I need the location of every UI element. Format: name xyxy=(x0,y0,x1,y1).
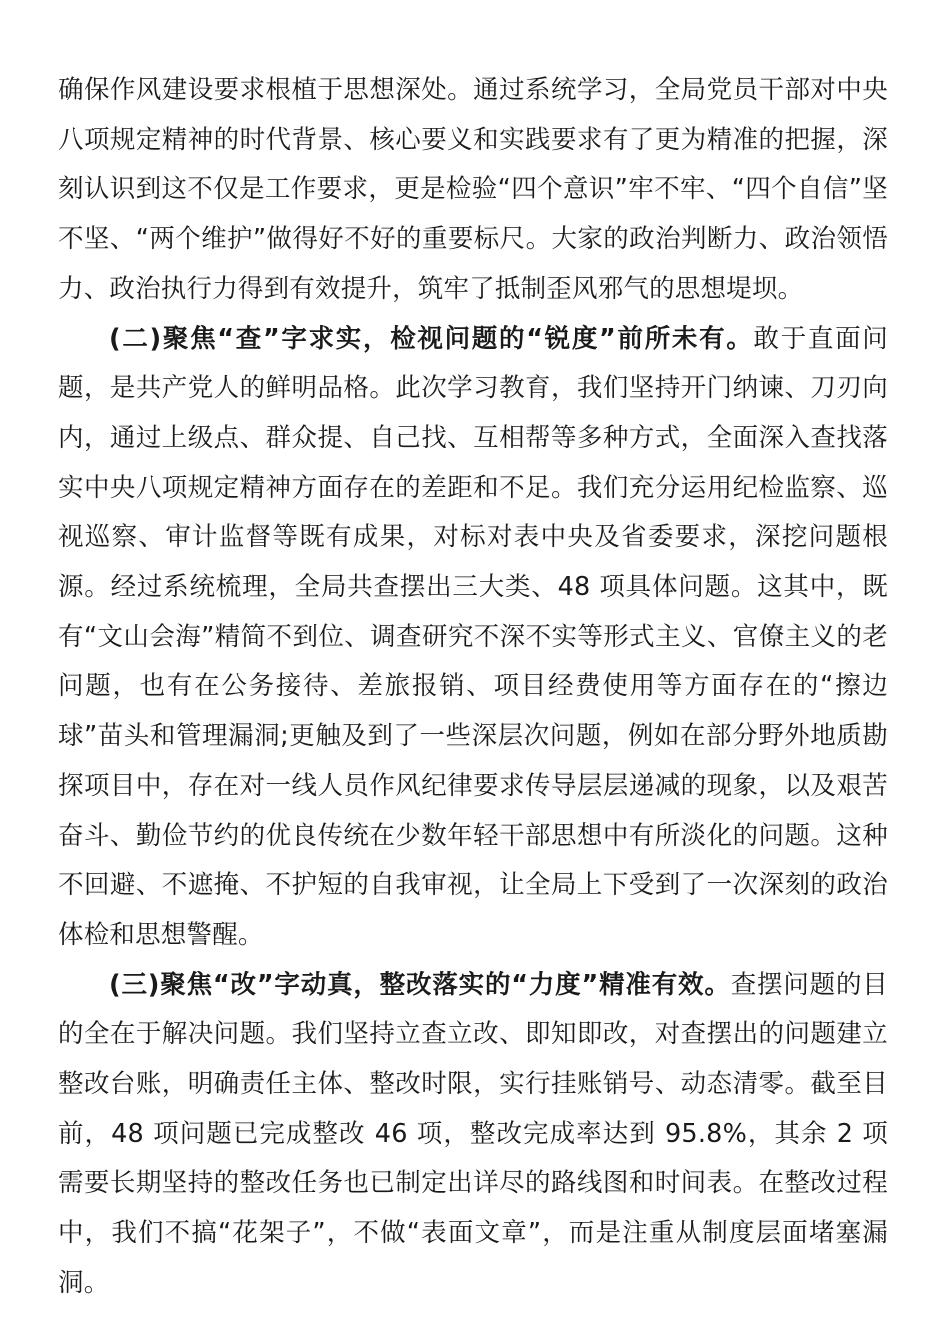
section-heading-2: (二)聚焦“查”字求实，检视问题的“锐度”前所未有。 xyxy=(109,323,754,354)
paragraph-text: 确保作风建设要求根植于思想深处。通过系统学习，全局党员干部对中央八项规定精神的时代背景、核心要义和实践要求有了更为精准的把握，深刻认识到这不仅是工作要求，更是检验“四个意识”牢不牢、“四个自信”坚不坚、“两个维护”做得好不好的重要标尺。大家的政治判断力、政治领悟力、政治执行力得到有效提升，筑牢了抵制歪风邪气的思想堤坝。 xyxy=(58,75,888,304)
paragraph-text: 敢于直面问题，是共产党人的鲜明品格。此次学习教育，我们坚持开门纳谏、刀刃向内，通过上级点、群众提、自己找、互相帮等多种方式，全面深入查找落实中央八项规定精神方面存在的差距和不足。我们充分运用纪检监察、巡视巡察、审计监督等既有成果，对标对表中央及省委要求，深挖问题根源。经过系统梳理，全局共查摆出三大类、48 项具体问题。这其中，既有“文山会海”精简不到位、调查研究不深不实等形式主义、官僚主义的老问题，也有在公务接待、差旅报销、项目经费使用等方面存在的“擦边球”苗头和管理漏洞;更触及到了一些深层次问题，例如在部分野外地质勘探项目中，存在对一线人员作风纪律要求传导层层递减的现象，以及艰苦奋斗、勤俭节约的优良传统在少数年轻干部思想中有所淡化的问题。这种不回避、不遮掩、不护短的自我审视，让全局上下受到了一次深刻的政治体检和思想警醒。 xyxy=(58,323,888,950)
section-heading-3: (三)聚焦“改”字动真，整改落实的“力度”精准有效。 xyxy=(109,969,731,1000)
document-body xyxy=(58,66,888,1309)
paragraph-text: 查摆问题的目的全在于解决问题。我们坚持立查立改、即知即改，对查摆出的问题建立整改台账，明确责任主体、整改时限，实行挂账销号、动态清零。截至目前，48 项问题已完成整改 46 项，整改完成率达到 95.8%，其余 2 项需要长期坚持的整改任务也已制定出详尽的路线图和时间表。在整改过程中，我们不搞“花架子”，不做“表面文章”，而是注重从制度层面堵塞漏洞。 xyxy=(58,969,889,1298)
paragraph-section-3 xyxy=(58,961,888,1309)
paragraph-continuation xyxy=(58,66,888,315)
paragraph-section-2 xyxy=(58,315,888,961)
